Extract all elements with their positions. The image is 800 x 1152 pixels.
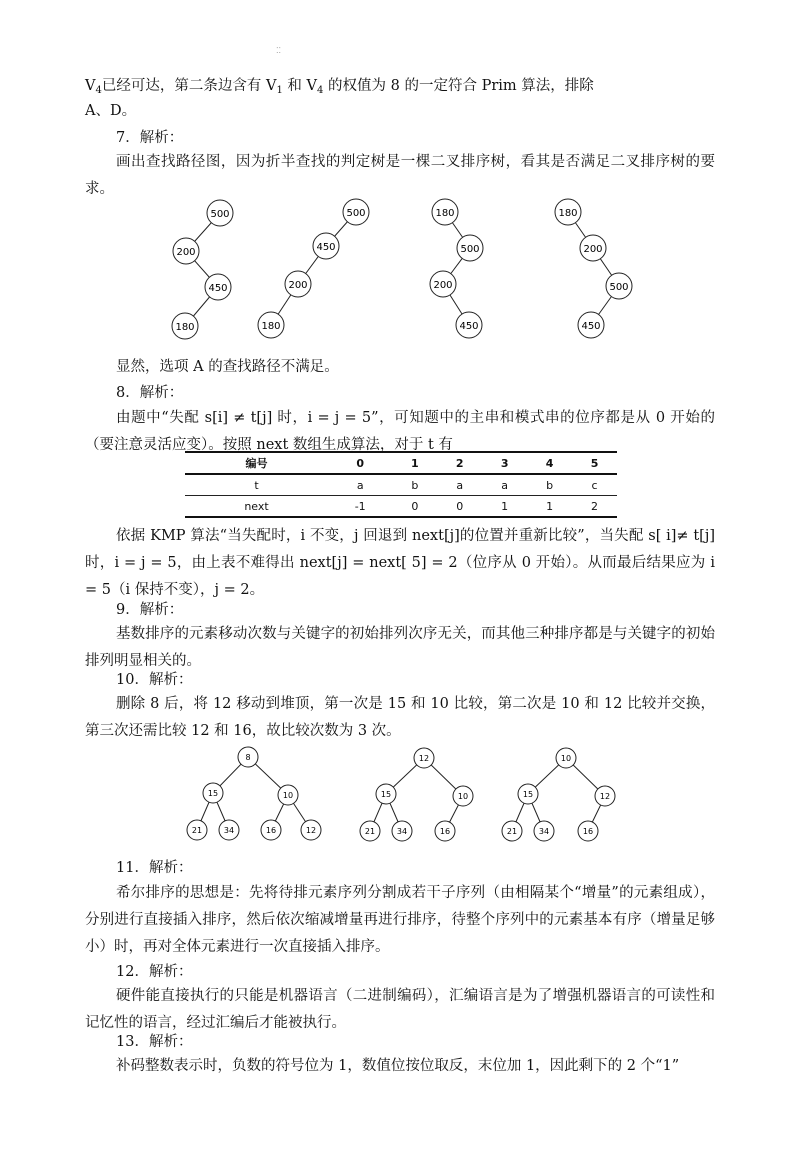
- paragraph: 由题中“失配 s[i] ≠ t[j] 时，i = j = 5”，可知题中的主串和模式串的位序都是从 0 开始的（要注意灵活应变）。按照 next 数组生成算法，对于 t 有: [85, 410, 715, 453]
- scan-speck: ⁚⁚: [276, 46, 282, 55]
- node-label: 34: [223, 826, 235, 835]
- table-cell: a: [482, 474, 527, 496]
- node-label: 15: [207, 789, 219, 798]
- node-label: 15: [522, 790, 534, 799]
- node-label: 500: [460, 244, 480, 255]
- table-cell: 1: [392, 452, 437, 474]
- table-cell: 编号: [185, 452, 328, 474]
- node-label: 12: [305, 826, 317, 835]
- text-line: $V_4$已经可达，第二条边含有 $V_1$ 和 $V_4$ 的权值为 8 的一定符合 Prim 算法，排除: [85, 78, 594, 96]
- node-label: 12: [418, 754, 430, 763]
- table-cell: t: [185, 474, 328, 496]
- paragraph: 补码整数表示时，负数的符号位为 1，数值位按位取反，末位加 1，因此剩下的 2 个“1”: [116, 1058, 680, 1074]
- paragraph: 删除 8 后，将 12 移动到堆顶，第一次是 15 和 10 比较，第二次是 10 和 12 比较并交换，第三次还需比较 12 和 16，故比较次数为 3 次。: [85, 696, 715, 739]
- heap-trees: [0, 745, 800, 845]
- paragraph: 依据 KMP 算法“当失配时，i 不变，j 回退到 next[j]的位置并重新比较”，当失配 s[ i]≠ t[j]时，i = j = 5，由上表不难得出 next[j] = next[ 5] = 2（位序从 0 开始）。从而最后结果应为 i = 5（i 保持不变），j = 2。: [85, 528, 715, 598]
- heap-c: [502, 748, 615, 841]
- paragraph: 硬件能直接执行的只能是机器语言（二进制编码），汇编语言是为了增强机器语言的可读性和记忆性的语言，经过汇编后才能被执行。: [85, 988, 715, 1031]
- node-label: 180: [435, 208, 455, 219]
- table-row: [185, 474, 617, 496]
- node-label: 16: [265, 826, 277, 835]
- table-cell: a: [328, 474, 392, 496]
- table-cell: 4: [527, 452, 572, 474]
- node-label: 16: [439, 827, 451, 836]
- node-label: 450: [316, 242, 336, 253]
- node-label: 500: [346, 208, 366, 219]
- next-array-table: [185, 451, 617, 518]
- table-cell: next: [185, 496, 328, 518]
- tree-a: [172, 200, 233, 339]
- node-label: 21: [364, 827, 376, 836]
- tree-c: [430, 199, 483, 338]
- node-label: 180: [558, 208, 578, 219]
- table-row: [185, 496, 617, 518]
- node-label: 16: [582, 827, 594, 836]
- table-cell: 0: [437, 496, 482, 518]
- heap-a: [187, 747, 321, 840]
- node-label: 200: [433, 280, 453, 291]
- node-label: 500: [609, 282, 629, 293]
- table-cell: 2: [572, 496, 617, 518]
- table-cell: 0: [328, 452, 392, 474]
- node-label: 21: [191, 826, 203, 835]
- node-label: 34: [538, 827, 550, 836]
- section-heading: 8．解析：: [116, 385, 184, 401]
- node-label: 200: [583, 244, 603, 255]
- node-label: 450: [581, 321, 601, 332]
- table-cell: a: [437, 474, 482, 496]
- text-line: A、D。: [85, 103, 137, 119]
- node-label: 10: [560, 754, 572, 763]
- heap-b: [360, 748, 473, 841]
- search-path-trees: [0, 195, 800, 345]
- table-cell: b: [392, 474, 437, 496]
- section-heading: 7．解析：: [116, 130, 184, 146]
- node-label: 10: [457, 792, 469, 801]
- tree-d: [555, 199, 632, 338]
- section-heading: 11．解析：: [116, 860, 193, 876]
- tree-b: [258, 199, 369, 338]
- text-line: 显然，选项 A 的查找路径不满足。: [116, 359, 339, 375]
- paragraph: 画出查找路径图，因为折半查找的判定树是一棵二叉排序树，看其是否满足二叉排序树的要求。: [85, 154, 715, 197]
- node-label: 21: [506, 827, 518, 836]
- paragraph: 基数排序的元素移动次数与关键字的初始排列次序无关，而其他三种排序都是与关键字的初始排列明显相关的。: [85, 626, 715, 669]
- paragraph: 希尔排序的思想是：先将待排元素序列分割成若干子序列（由相隔某个“增量”的元素组成），分别进行直接插入排序，然后依次缩减增量再进行排序，待整个序列中的元素基本有序（增量足够小）时，再对全体元素进行一次直接插入排序。: [85, 885, 715, 955]
- node-label: 500: [210, 209, 230, 220]
- section-heading: 12．解析：: [116, 964, 193, 980]
- table-cell: c: [572, 474, 617, 496]
- table-cell: 5: [572, 452, 617, 474]
- table-cell: 3: [482, 452, 527, 474]
- table-cell: 0: [392, 496, 437, 518]
- node-label: 200: [176, 247, 196, 258]
- table-cell: b: [527, 474, 572, 496]
- table-cell: 2: [437, 452, 482, 474]
- section-heading: 9．解析：: [116, 602, 184, 618]
- node-label: 200: [288, 280, 308, 291]
- node-label: 450: [459, 321, 479, 332]
- node-label: 12: [599, 792, 611, 801]
- node-label: 8: [245, 753, 251, 762]
- node-label: 180: [261, 321, 281, 332]
- node-label: 450: [208, 283, 228, 294]
- node-label: 10: [282, 791, 294, 800]
- node-label: 15: [380, 790, 392, 799]
- section-heading: 10．解析：: [116, 672, 193, 688]
- table-cell: -1: [328, 496, 392, 518]
- node-label: 34: [396, 827, 408, 836]
- table-header-row: [185, 452, 617, 474]
- table-cell: 1: [482, 496, 527, 518]
- section-heading: 13．解析：: [116, 1034, 193, 1050]
- node-label: 180: [175, 322, 195, 333]
- table-cell: 1: [527, 496, 572, 518]
